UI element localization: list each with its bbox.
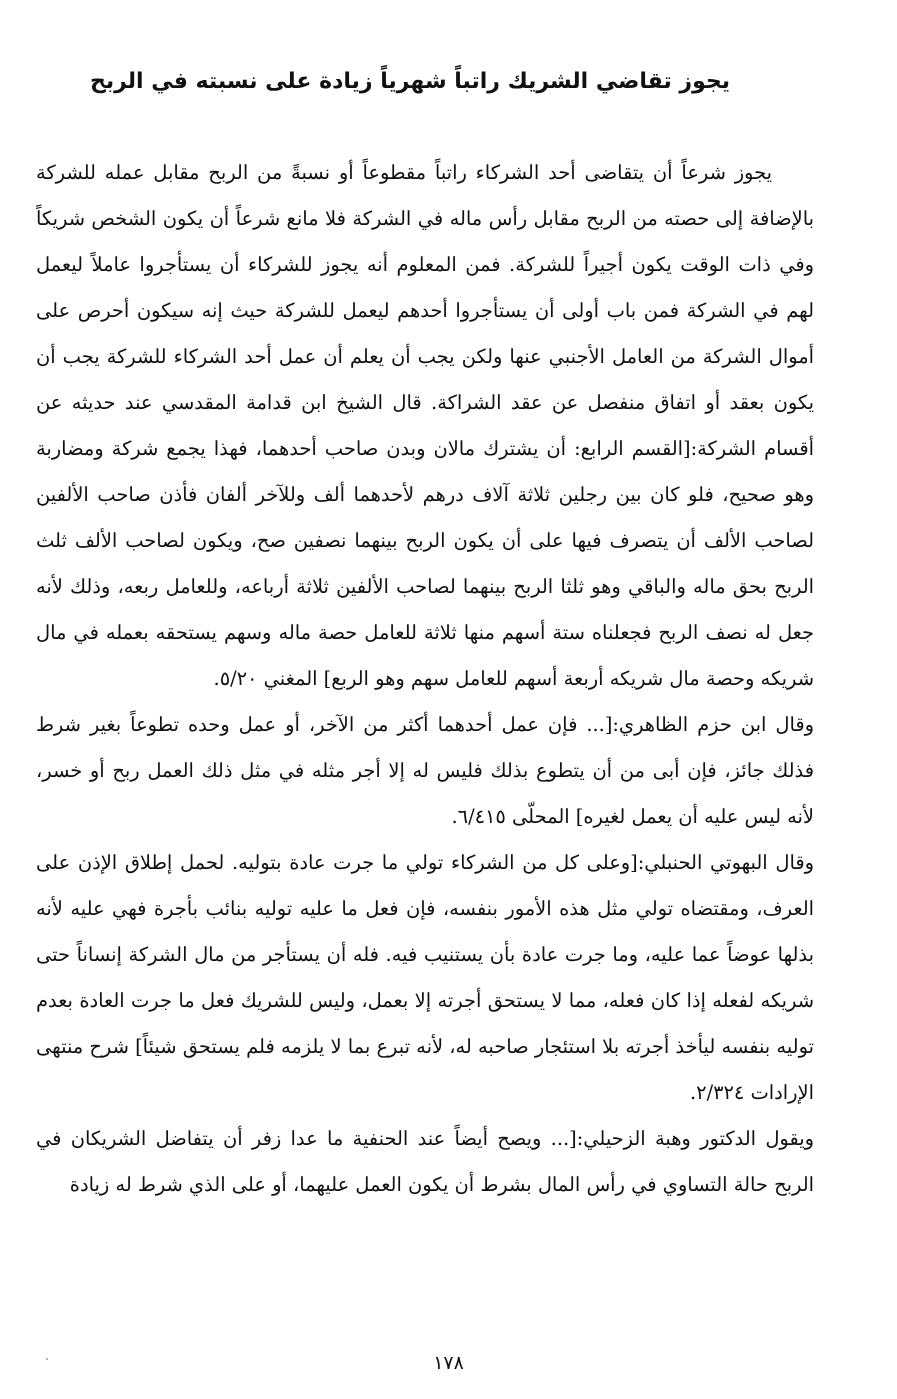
paragraph-2: وقال ابن حزم الظاهري:[... فإن عمل أحدهما أكثر من الآخر، أو عمل وحده تطوعاً بغير شرط فذلك جائز، فإن أبى من أن يتطوع بذلك فليس له إلا أجر مثله في مثل ذلك العمل ربح أو خسر، لأنه ليس عليه أن يعمل لغيره] المحلّى ٦/٤١٥. [36, 713, 814, 828]
paragraph-1: يجوز شرعاً أن يتقاضى أحد الشركاء راتباً مقطوعاً أو نسبةً من الربح مقابل عمله للشركة بالإضافة إلى حصته من الربح مقابل رأس ماله في الشركة فلا مانع شرعاً أن يكون الشخص شريكاً وفي ذات الوقت يكون أجيراً للشركة. فمن المعلوم أنه يجوز للشركاء أن يستأجروا عاملاً ليعمل لهم في الشركة فمن باب أولى أن يستأجروا أحدهم ليعمل للشركة حيث إنه سيكون أحرص على أموال الشركة من العامل الأجنبي عنها ولكن يجب أن يعلم أن عمل أحد الشركاء للشركة يجب أن يكون بعقد أو اتفاق منفصل عن عقد الشراكة. قال الشيخ ابن قدامة المقدسي عند حديثه عن أقسام الشركة:[القسم الرابع: أن يشترك مالان وبدن صاحب أحدهما، فهذا يجمع شركة ومضاربة وهو صحيح، فلو كان بين رجلين ثلاثة آلاف درهم لأحدهما ألف وللآخر ألفان فأذن صاحب الألفين لصاحب الألف أن يتصرف فيها على أن يكون الربح بينهما نصفين صح، ويكون لصاحب الألف ثلث الربح بحق ماله والباقي وهو ثلثا الربح بينهما لصاحب الألفين ثلاثة أرباعه، وللعامل ربعه، وذلك لأنه جعل له نصف الربح فجعلناه ستة أسهم منها ثلاثة للعامل حصة ماله وسهم يستحقه بعمله في مال شريكه وحصة مال شريكه أربعة أسهم للعامل سهم وهو الربع] المغني ٥/٢٠. [36, 161, 814, 690]
paragraph-3: وقال البهوتي الحنبلي:[وعلى كل من الشركاء تولي ما جرت عادة بتوليه. لحمل إطلاق الإذن على العرف، ومقتضاه تولي مثل هذه الأمور بنفسه، فإن فعل ما عليه توليه بنائب بأجرة فهي عليه لأنه بذلها عوضاً عما عليه، وما جرت عادة بأن يستنيب فيه. فله أن يستأجر من مال الشركة إنساناً حتى شريكه لفعله إذا كان فعله، مما لا يستحق أجرته إلا بعمل، وليس للشريك فعل ما جرت العادة بعدم توليه بنفسه ليأخذ أجرته بلا استئجار صاحبه له، لأنه تبرع بما لا يلزمه فلم يستحق شيئاً] شرح منتهى الإرادات ٢/٣٢٤. [36, 851, 814, 1104]
body-text [36, 150, 814, 1208]
page-title: يجوز تقاضي الشريك راتباً شهرياً زيادة على نسبته في الربح [89, 69, 730, 94]
paragraph-4: ويقول الدكتور وهبة الزحيلي:[... ويصح أيضاً عند الحنفية ما عدا زفر أن يتفاضل الشريكان في الربح حالة التساوي في رأس المال بشرط أن يكون العمل عليهما، أو على الذي شرط له زيادة [36, 1127, 814, 1196]
page-number: ١٧٨ [433, 1352, 464, 1374]
